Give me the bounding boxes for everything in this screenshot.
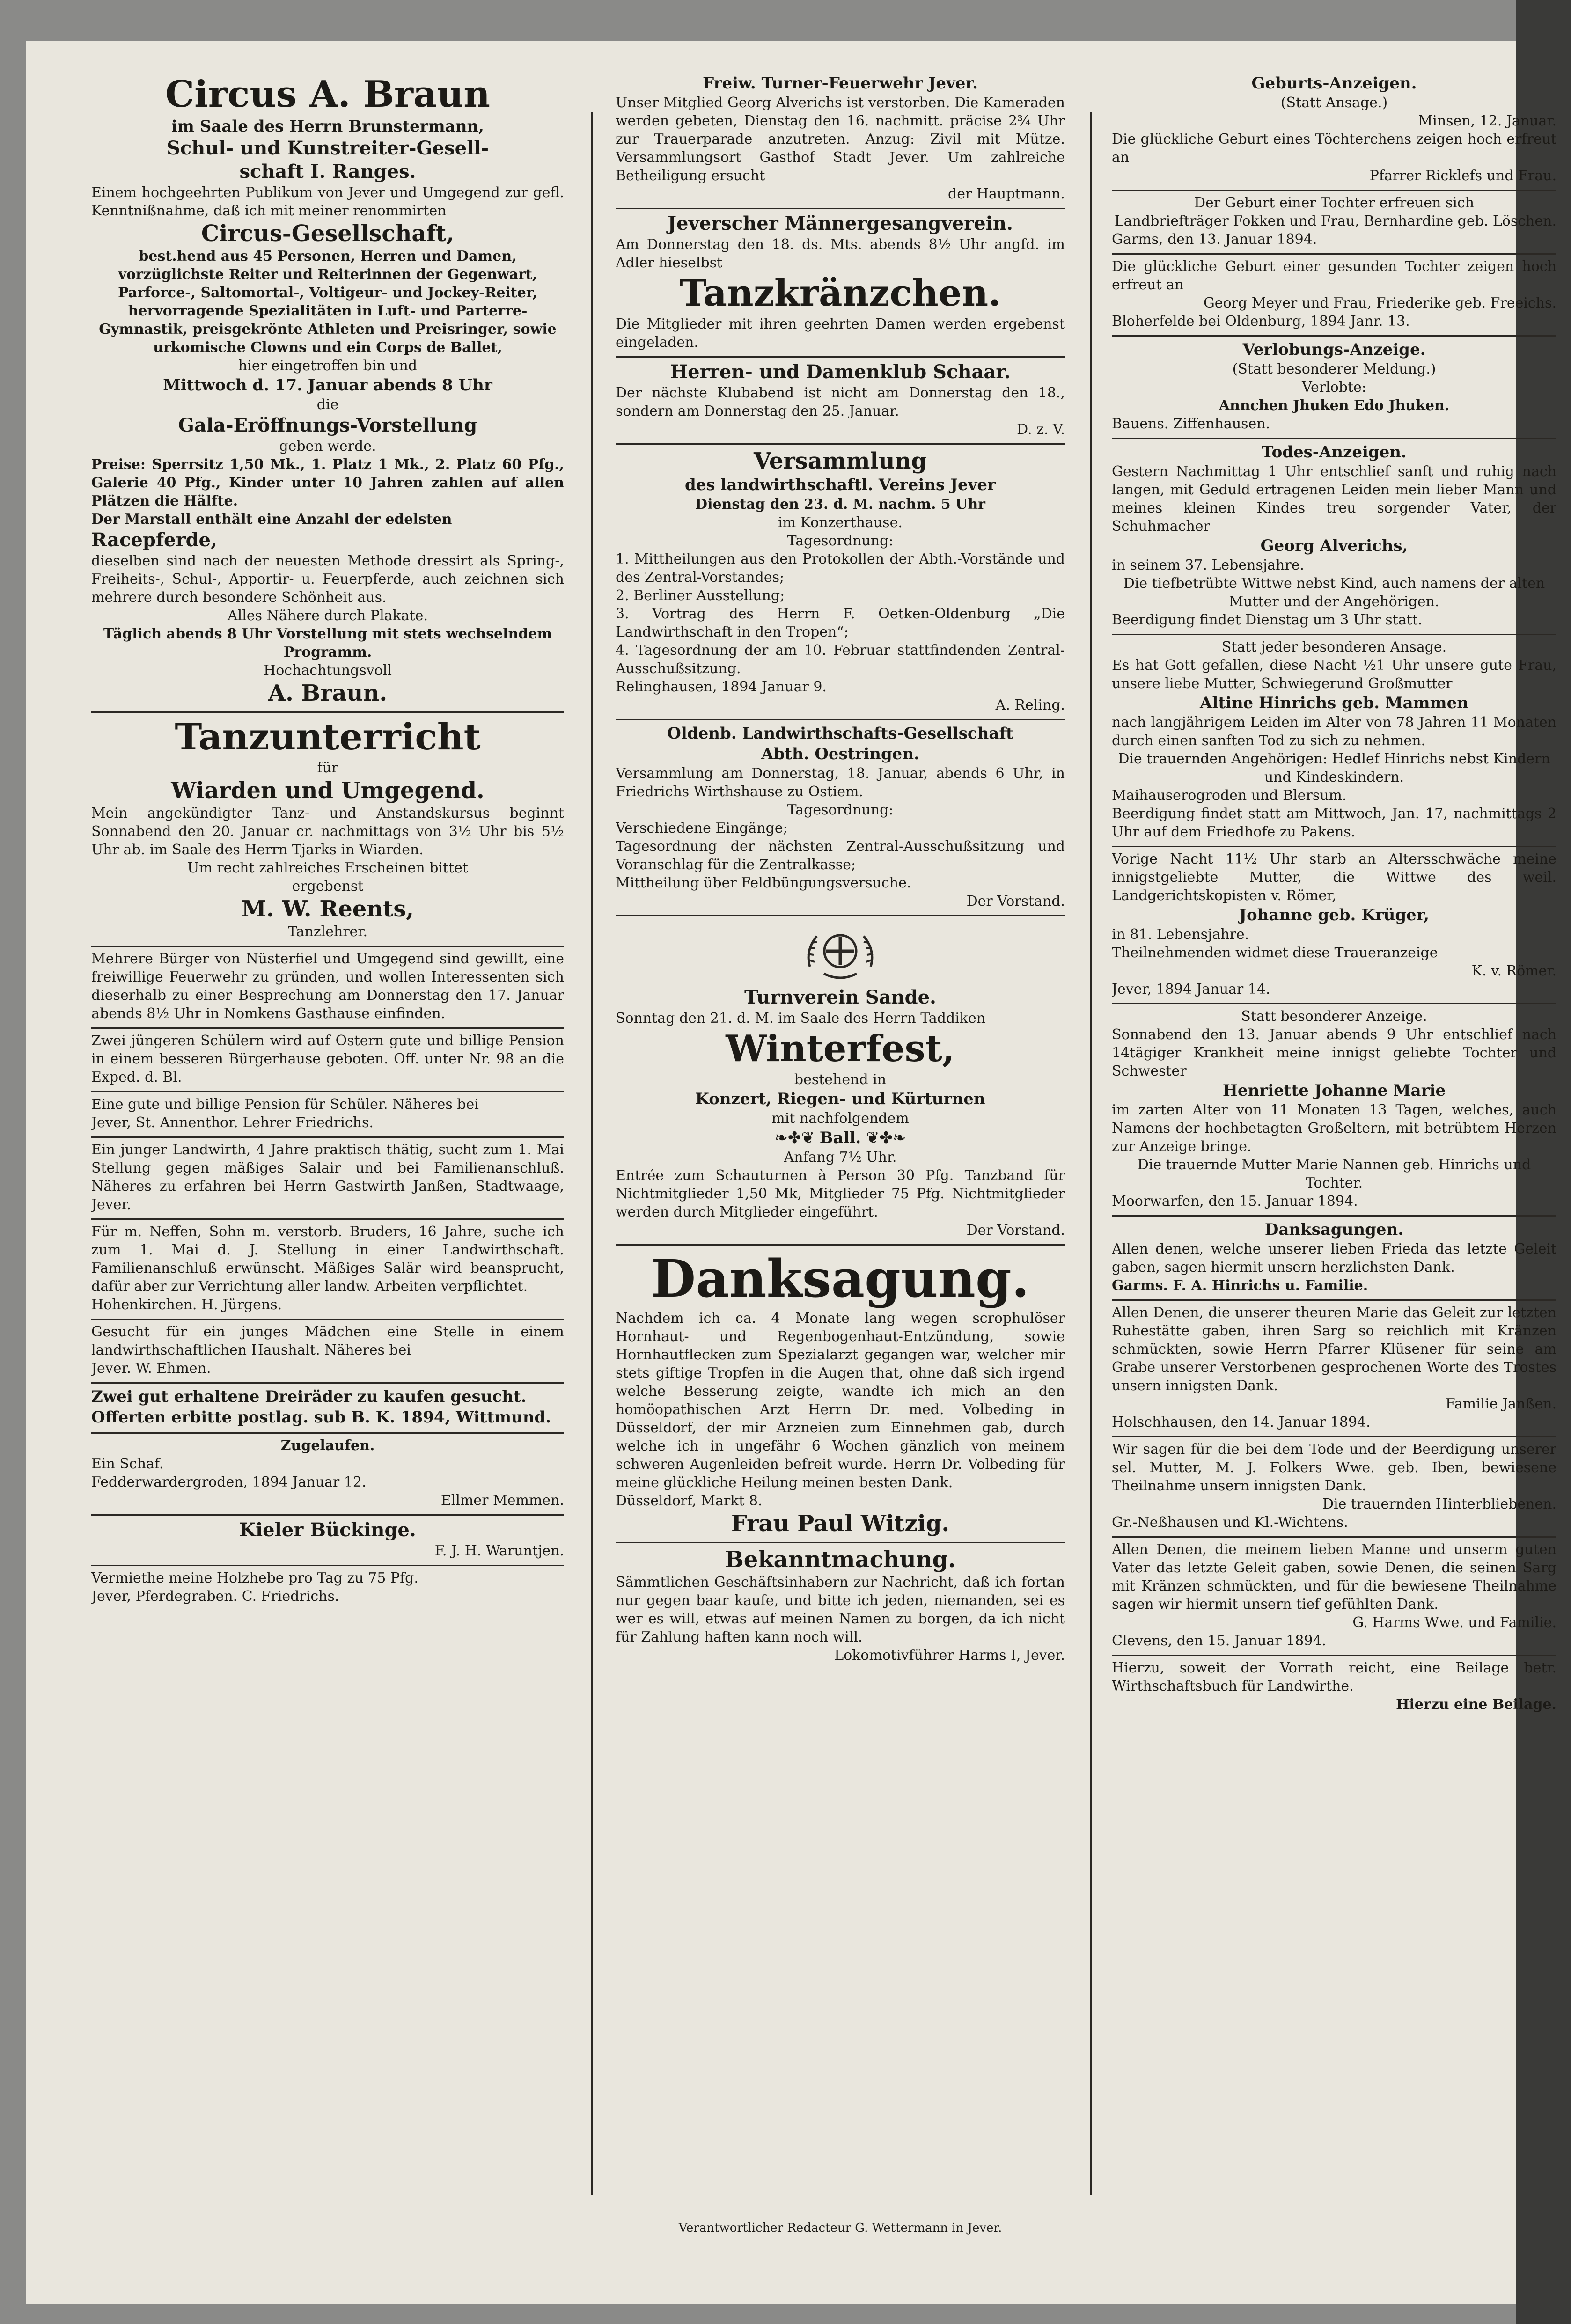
circus-company: Circus-Gesellschaft,	[201, 220, 455, 247]
tod1-burial: Beerdigung findet Dienstag um 3 Uhr statt.	[1112, 612, 1423, 628]
circus-sub2: Schul- und Kunstreiter-Gesell-	[166, 137, 489, 159]
dank1-sig: Garms. F. A. Hinrichs u. Familie.	[1112, 1277, 1368, 1294]
tod3-age: in 81. Lebensjahre.	[1112, 926, 1249, 943]
bekannt-title: Bekanntmachung.	[725, 1547, 956, 1573]
ad-tod1	[1112, 439, 1556, 635]
agenda-item: 3. Vortrag des Herrn F. Oetken-Oldenburg „Die Landwirthschaft in den Tropen“;	[616, 606, 1065, 640]
versammlung-place: im Konzerthause.	[778, 514, 903, 531]
editor-footer: Verantwortlicher Redacteur G. Wettermann in Jever.	[678, 2221, 1002, 2235]
dank2-place: Holschhausen, den 14. Januar 1894.	[1112, 1414, 1371, 1430]
column-rule-1	[591, 112, 593, 2195]
neffe-sig: Hohenkirchen. H. Jürgens.	[91, 1297, 282, 1313]
tod4-sig: Die trauernde Mutter Marie Nannen geb. Hinrichs und Tochter.	[1137, 1157, 1531, 1191]
sande-body2: Entrée zum Schauturnen à Person 30 Pfg. Tanzband für Nichtmitglieder 1,50 Mk, Mitglieder 75 Pfg. Nichtmitglieder werden durch Mitglieder eingeführt.	[616, 1167, 1065, 1220]
beilage-body: Hierzu, soweit der Vorrath reicht, eine Beilage betr. Wirthschaftsbuch für Landwirthe.	[1112, 1660, 1556, 1694]
turner-emblem-icon	[800, 922, 880, 983]
dank4-body: Allen Denen, die meinem lieben Manne und unserm guten Vater das letzte Geleit gaben, sowie Denen, die seinen Sarg mit Kränzen schmückten, und für die bewiesene Theilnahme sagen wir hiermit unsern tief gefühlten Dank.	[1112, 1541, 1556, 1613]
circus-race: Racepferde,	[91, 529, 217, 551]
geburt3-body: Die glückliche Geburt einer gesunden Tochter zeigen hoch erfreut an	[1112, 258, 1556, 293]
column-middle	[616, 70, 1065, 1669]
geburt3-place: Bloherfelde bei Oldenburg, 1894 Janr. 13.	[1112, 313, 1410, 330]
circus-arrived: hier eingetroffen bin und	[238, 358, 418, 374]
maenner-body2: Die Mitglieder mit ihren geehrten Damen werden ergebenst eingeladen.	[616, 316, 1065, 351]
geburt2-sig: Landbriefträger Fokken und Frau, Bernhardine geb. Löschen.	[1114, 213, 1556, 229]
ad-pension2	[91, 1092, 564, 1138]
ad-pension1	[91, 1029, 564, 1092]
buecklinge-title: Kieler Bückinge.	[239, 1519, 416, 1541]
ad-dreiraeder	[91, 1384, 564, 1434]
dreiraeder-title: Zwei gut erhaltene Dreiräder zu kaufen gesucht.	[91, 1387, 527, 1406]
tod2-name: Altine Hinrichs geb. Mammen	[1200, 694, 1468, 712]
verlobung-title: Verlobungs-Anzeige.	[1242, 340, 1426, 359]
versammlung-title: Versammlung	[754, 448, 927, 474]
zugelaufen-body: Ein Schaf.	[91, 1456, 164, 1472]
buecklinge-sig: F. J. H. Waruntjen.	[434, 1543, 564, 1559]
dank-place: Düsseldorf, Markt 8.	[616, 1493, 763, 1509]
oldenb-agenda-label: Tagesordnung:	[787, 802, 894, 818]
oldenb-body: Versammlung am Donnerstag, 18. Januar, abends 6 Uhr, in Friedrichs Wirthshause zu Ostiem.	[616, 765, 1065, 800]
circus-date: Mittwoch d. 17. Januar abends 8 Uhr	[163, 376, 492, 395]
tod3-body: Vorige Nacht 11½ Uhr starb an Altersschwäche meine innigstgeliebte Mutter, die Wittwe des weil. Landgerichtskopisten v. Römer,	[1112, 851, 1556, 904]
dank1-body: Allen denen, welche unserer lieben Frieda das letzte Geleit gaben, sagen hiermit unsern herzlichsten Dank.	[1112, 1241, 1556, 1276]
ad-neffe	[91, 1220, 564, 1320]
tod2-burial: Beerdigung findet statt am Mittwoch, Jan. 17, nachmittags 2 Uhr auf dem Friedhofe zu Pakens.	[1112, 806, 1556, 840]
tod1-body2: Die tiefbetrübte Wittwe nebst Kind, auch namens der alten Mutter und der Angehörigen.	[1123, 575, 1545, 610]
sande-bestehend: bestehend in	[794, 1071, 887, 1088]
tanz-ergebenst: ergebenst	[292, 878, 364, 894]
ad-verlobung	[1112, 337, 1556, 439]
circus-title: Circus A. Braun	[165, 73, 490, 116]
oldenb-sig: Der Vorstand.	[966, 893, 1065, 909]
circus-regards: Hochachtungsvoll	[264, 662, 392, 679]
dank4-sig: G. Harms Wwe. und Familie.	[1352, 1614, 1556, 1631]
ad-geburt	[1112, 70, 1556, 191]
ad-landwirth	[91, 1138, 564, 1220]
circus-race-body: dieselben sind nach der neuesten Methode dressirt als Spring-, Freiheits-, Schul-, Apportir- u. Feuerpferde, auch zeichnen sich mehrere durch besondere Schönheit aus.	[91, 553, 564, 606]
bekannt-body: Sämmtlichen Geschäftsinhabern zur Nachricht, daß ich fortan nur gegen baar kaufe, und bitte ich jeden, niemanden, sei es wer es will, etwas auf meinen Namen zu borgen, da ich nicht für Zahlung haften kann noch will.	[616, 1574, 1065, 1645]
agenda-item: 4. Tagesordnung der am 10. Februar stattfindenden Zentral-Ausschußsitzung.	[616, 642, 1065, 677]
tanz-signature: M. W. Reents,	[241, 896, 414, 922]
verlobung-place: Bauens. Ziffenhausen.	[1112, 416, 1270, 432]
versammlung-sig: A. Reling.	[995, 697, 1065, 713]
sande-mit: mit nachfolgendem	[771, 1110, 909, 1127]
dank3-place: Gr.-Neßhausen und Kl.-Wichtens.	[1112, 1514, 1348, 1531]
versammlung-date: Dienstag den 23. d. M. nachm. 5 Uhr	[695, 496, 985, 513]
tod4-sub: Statt besonderer Anzeige.	[1241, 1008, 1427, 1025]
tanz-place: Wiarden und Umgegend.	[171, 777, 485, 804]
tanz-role: Tanzlehrer.	[287, 924, 368, 940]
verlobung-names: Annchen Jhuken Edo Jhuken.	[1219, 397, 1450, 414]
geburt-sub: (Statt Ansage.)	[1280, 95, 1388, 111]
tanz-um: Um recht zahlreiches Erscheinen bittet	[187, 860, 468, 876]
ad-maedchen	[91, 1320, 564, 1384]
sande-body: Sonntag den 21. d. M. im Saale des Herrn Taddiken	[616, 1010, 986, 1026]
verlobung-sub: (Statt besonderer Meldung.)	[1232, 361, 1436, 377]
turner-body: Unser Mitglied Georg Alverichs ist verstorben. Die Kameraden werden gebeten, Dienstag den 16. nachmitt. präcise 2¾ Uhr zur Trauerparade anzutreten. Anzug: Zivil mit Mütze. Versammlungsort Gasthof Stadt Jever. Um zahlreiche Betheiligung ersucht	[616, 95, 1065, 184]
versammlung-sub: des landwirthschaftl. Vereins Jever	[685, 476, 996, 494]
sande-sig: Der Vorstand.	[966, 1222, 1065, 1239]
tod1-age: in seinem 37. Lebensjahre.	[1112, 557, 1304, 573]
ad-buecklinge	[91, 1516, 564, 1566]
ad-maennergesang	[616, 209, 1065, 358]
turner-title: Freiw. Turner-Feuerwehr Jever.	[703, 74, 978, 93]
agenda-item: 2. Berliner Ausstellung;	[616, 587, 785, 604]
oldenb-item: Mittheilung über Feldbüngungsversuche.	[616, 875, 911, 891]
ad-geburt2	[1112, 191, 1556, 255]
dank4-place: Clevens, den 15. Januar 1894.	[1112, 1633, 1327, 1649]
versammlung-agenda-label: Tagesordnung:	[787, 533, 894, 549]
ad-circus	[91, 70, 564, 713]
pension2-body: Eine gute und billige Pension für Schüler. Näheres bei	[91, 1096, 479, 1113]
oldenb-item: Verschiedene Eingänge;	[616, 820, 788, 836]
circus-gala: Gala-Eröffnungs-Vorstellung	[178, 414, 477, 436]
ad-turner-feuerwehr	[616, 70, 1065, 209]
turner-sig: der Hauptmann.	[948, 186, 1065, 202]
ad-beilage	[1112, 1656, 1556, 1718]
maedchen-body: Gesucht für ein junges Mädchen eine Stelle in einem landwirthschaftlichen Haushalt. Näheres bei	[91, 1324, 564, 1358]
beilage-sig: Hierzu eine Beilage.	[1396, 1696, 1556, 1713]
tod3-sig: K. v. Römer.	[1471, 963, 1556, 979]
geburt3-sig: Georg Meyer und Frau, Friederike geb. Freeichs.	[1203, 295, 1556, 311]
ad-geburt3	[1112, 255, 1556, 337]
versammlung-place2: Relinghausen, 1894 Januar 9.	[616, 679, 827, 695]
ad-turnverein-sande	[616, 916, 1065, 1246]
ad-dank2	[1112, 1301, 1556, 1437]
ad-tanzunterricht	[91, 713, 564, 947]
tod3-place: Jever, 1894 Januar 14.	[1112, 981, 1270, 997]
ad-dank3	[1112, 1437, 1556, 1538]
pension1-body: Zwei jüngeren Schülern wird auf Ostern gute und billige Pension in einem besseren Bürgerhause geboten. Off. unter Nr. 98 an die Exped. d. Bl.	[91, 1033, 564, 1085]
oldenb-sub: Abth. Oestringen.	[761, 745, 919, 763]
tod2-sub: Statt jeder besonderen Ansage.	[1221, 639, 1447, 655]
bekannt-sig: Lokomotivführer Harms I, Jever.	[834, 1647, 1065, 1664]
scroll-ornament-icon: ❧✤❦	[774, 1129, 820, 1147]
tod1-title: Todes-Anzeigen.	[1262, 443, 1407, 462]
geburt-place: Minsen, 12. Januar.	[1418, 113, 1556, 129]
verlobung-label: Verlobte:	[1302, 379, 1366, 396]
circus-die: die	[316, 396, 339, 413]
ad-tod3	[1112, 847, 1556, 1004]
circus-signature: A. Braun.	[268, 680, 388, 706]
ad-bekanntmachung	[616, 1543, 1065, 1669]
ad-zugelaufen	[91, 1434, 564, 1516]
ornament-row	[616, 1128, 1065, 1148]
dank3-body: Wir sagen für die bei dem Tode und der Beerdigung unserer sel. Mutter, M. J. Folkers Wwe. geb. Iben, bewiesene Theilnahme unsern innigsten Dank.	[1112, 1441, 1556, 1494]
dank3-sig: Die trauernden Hinterbliebenen.	[1322, 1496, 1556, 1512]
zugelaufen-place: Fedderwardergroden, 1894 Januar 12.	[91, 1474, 367, 1490]
column-right	[1112, 70, 1556, 1718]
tod4-place: Moorwarfen, den 15. Januar 1894.	[1112, 1193, 1358, 1210]
geburt-title: Geburts-Anzeigen.	[1251, 74, 1417, 93]
dank2-sig: Familie Janßen.	[1445, 1396, 1556, 1412]
ad-tod4	[1112, 1004, 1556, 1217]
circus-sub3: schaft I. Ranges.	[239, 161, 416, 183]
circus-daily: Täglich abends 8 Uhr Vorstellung mit stets wechselndem Programm.	[103, 626, 552, 660]
circus-prices: Preise: Sperrsitz 1,50 Mk., 1. Platz 1 Mk., 2. Platz 60 Pfg., Galerie 40 Pfg., Kinder unter 10 Jahren zahlen auf allen Plätzen die Hälfte.	[91, 456, 564, 509]
maenner-body: Am Donnerstag den 18. ds. Mts. abends 8½ Uhr angfd. im Adler hieselbst	[616, 236, 1065, 271]
tod2-body2: nach langjährigem Leiden im Alter von 78 Jahren 11 Monaten durch einen sanften Tod zu sich zu nehmen.	[1112, 714, 1556, 749]
dreiraeder-body: Offerten erbitte postlag. sub B. K. 1894, Wittmund.	[91, 1408, 551, 1427]
tod4-body2: im zarten Alter von 11 Monaten 13 Tagen, welches, auch Namens der hochbetagten Großeltern, mit betrübtem Herzen zur Anzeige bringe.	[1112, 1102, 1556, 1155]
sande-title: Turnverein Sande.	[744, 986, 936, 1008]
tanz-fuer: für	[317, 760, 338, 776]
sande-start: Anfang 7½ Uhr.	[784, 1149, 897, 1166]
tod2-place: Maihauserogroden und Blersum.	[1112, 787, 1347, 804]
circus-body: best.hend aus 45 Personen, Herren und Damen, vorzüglichste Reiter und Reiterinnen der Gegenwart, Parforce-, Saltomortal-, Voltigeur- und Jockey-Reiter, hervorragende Spezialitäten in Luft- und Parterre-Gymnastik, preisgekrönte Athleten und Preisringer, sowie urkomische Clowns und ein Corps de Ballet,	[99, 248, 557, 356]
dank-body: Nachdem ich ca. 4 Monate lang wegen scrophulöser Hornhaut- und Regenbogenhaut-Entzündung, sowie Hornhautflecken zum Spezialarzt gegangen war, welcher mir stets giftige Tropfen in die Augen that, ohne daß sich irgend welche Besserung zeigte, wandte ich mich an den homöopathischen Arzt Herrn Dr. med. Volbeding in Düsseldorf, der mir Arzneien zum Einnehmen gab, durch welche ich in ungefähr 6 Wochen gänzlich von meinem schweren Augenleiden befreit wurde. Herrn Dr. Volbeding für meine glückliche Heilung meinen besten Dank.	[616, 1310, 1065, 1491]
circus-marstall: Der Marstall enthält eine Anzahl der edelsten	[91, 511, 452, 528]
geburt-body: Die glückliche Geburt eines Töchterchens zeigen hoch erfreut an	[1112, 131, 1556, 166]
maenner-event: Tanzkränzchen.	[679, 272, 1001, 315]
holzhebe-body: Vermiethe meine Holzhebe pro Tag zu 75 Pfg.	[91, 1570, 418, 1586]
dank-signature: Frau Paul Witzig.	[731, 1510, 950, 1537]
sande-ball: Ball.	[819, 1129, 861, 1147]
circus-intro: Einem hochgeehrten Publikum von Jever und Umgegend zur gefl. Kenntnißnahme, daß ich mit meiner renommirten	[91, 184, 564, 219]
tanz-body: Mein angekündigter Tanz- und Anstandskursus beginnt Sonnabend den 20. Januar cr. nachmittags von 3½ Uhr bis 5½ Uhr ab. im Saale des Herrn Tjarks in Wiarden.	[91, 805, 564, 858]
circus-plakate: Alles Nähere durch Plakate.	[228, 608, 428, 624]
tod3-name: Johanne geb. Krüger,	[1239, 906, 1430, 924]
ad-oldenb	[616, 720, 1065, 916]
ad-dank4	[1112, 1538, 1556, 1656]
geburt2-body: Der Geburt einer Tochter erfreuen sich	[1194, 195, 1475, 211]
circus-geben: geben werde.	[279, 438, 376, 455]
neffe-body: Für m. Neffen, Sohn m. verstorb. Bruders, 16 Jahre, suche ich zum 1. Mai d. J. Stellung in einer Landwirthschaft. Familienanschluß erwünscht. Mäßiges Salär wird beansprucht, dafür aber zur Verrichtung aller landw. Arbeiten verpflichtet.	[91, 1224, 564, 1295]
tanz-title: Tanzunterricht	[175, 716, 481, 758]
zugelaufen-title: Zugelaufen.	[280, 1437, 375, 1454]
geburt-sig: Pfarrer Ricklefs und Frau.	[1369, 168, 1556, 184]
oldenb-title: Oldenb. Landwirthschafts-Gesellschaft	[667, 724, 1013, 743]
herren-title: Herren- und Damenklub Schaar.	[670, 361, 1011, 383]
dank2-body: Allen Denen, die unserer theuren Marie das Geleit zur letzten Ruhestätte gaben, ihren Sarg so reichlich mit Kränzen schmückten, sowie Herrn Pfarrer Klüsener für seine am Grabe unserer Verstorbenen gesprochenen Worte des Trostes unsern innigsten Dank.	[1112, 1305, 1556, 1394]
tod1-body: Gestern Nachmittag 1 Uhr entschlief sanft und ruhig nach langen, mit Geduld ertragenen Leiden mein lieber Mann und meines kleinen Kindes treu sorgender Vater, der Schuhmacher	[1112, 463, 1556, 535]
maedchen-sig: Jever. W. Ehmen.	[91, 1360, 211, 1377]
sande-event: Winterfest,	[726, 1027, 955, 1070]
maenner-title: Jeverscher Männergesangverein.	[668, 213, 1013, 235]
ad-versammlung	[616, 445, 1065, 720]
geburt2-place: Garms, den 13. Januar 1894.	[1112, 231, 1317, 248]
tod2-body: Es hat Gott gefallen, diese Nacht ½1 Uhr unsere gute Frau, unsere liebe Mutter, Schwiegerund Großmutter	[1112, 657, 1556, 692]
sande-items: Konzert, Riegen- und Kürturnen	[695, 1090, 985, 1108]
column-left	[91, 70, 564, 1610]
feuerwehr-body: Mehrere Bürger von Nüsterfiel und Umgegend sind gewillt, eine freiwillige Feuerwehr zu gründen, und wollen Interessenten sich dieserhalb zu einer Besprechung am Donnerstag den 17. Januar abends 8½ Uhr in Nomkens Gasthause einfinden.	[91, 951, 564, 1022]
ad-dank1	[1112, 1217, 1556, 1301]
tod2-sig: Die trauernden Angehörigen: Hedlef Hinrichs nebst Kindern und Kindeskindern.	[1118, 751, 1550, 785]
herren-body: Der nächste Klubabend ist nicht am Donnerstag den 18., sondern am Donnerstag den 25. Januar.	[616, 385, 1065, 419]
tod4-name: Henriette Johanne Marie	[1222, 1081, 1446, 1100]
ad-danksagung	[616, 1246, 1065, 1543]
circus-sub: im Saale des Herrn Brunstermann,	[171, 117, 484, 136]
scroll-ornament-icon: ❦✤❧	[861, 1129, 906, 1147]
herren-sig: D. z. V.	[1017, 421, 1065, 438]
tod1-name: Georg Alverichs,	[1260, 536, 1408, 555]
ad-tod2	[1112, 635, 1556, 847]
zugelaufen-sig: Ellmer Memmen.	[440, 1492, 564, 1509]
ad-herrenklub	[616, 358, 1065, 445]
dank-title: Danksagung.	[651, 1248, 1030, 1309]
dank1-title: Danksagungen.	[1264, 1220, 1404, 1239]
landwirth-body: Ein junger Landwirth, 4 Jahre praktisch thätig, sucht zum 1. Mai Stellung gegen mäßiges Salair und bei Familienanschluß. Näheres zu erfahren bei Herrn Gastwirth Janßen, Stadtwaage, Jever.	[91, 1142, 564, 1213]
pension2-sig: Jever, St. Annenthor. Lehrer Friedrichs.	[91, 1114, 374, 1131]
tod4-body: Sonnabend den 13. Januar abends 9 Uhr entschlief nach 14tägiger Krankheit meine innigst geliebte Tochter und Schwester	[1112, 1026, 1556, 1079]
oldenb-item: Tagesordnung der nächsten Zentral-Ausschußsitzung und Voranschlag für die Zentralkasse;	[616, 838, 1065, 873]
agenda-item: 1. Mittheilungen aus den Protokollen der Abth.-Vorstände und des Zentral-Vorstandes;	[616, 551, 1065, 586]
ad-feuerwehr	[91, 947, 564, 1029]
tod3-body2: Theilnehmenden widmet diese Traueranzeige	[1112, 945, 1438, 961]
column-rule-2	[1090, 112, 1092, 2195]
holzhebe-sig: Jever, Pferdegraben. C. Friedrichs.	[91, 1588, 339, 1605]
ad-holzhebe	[91, 1566, 564, 1610]
